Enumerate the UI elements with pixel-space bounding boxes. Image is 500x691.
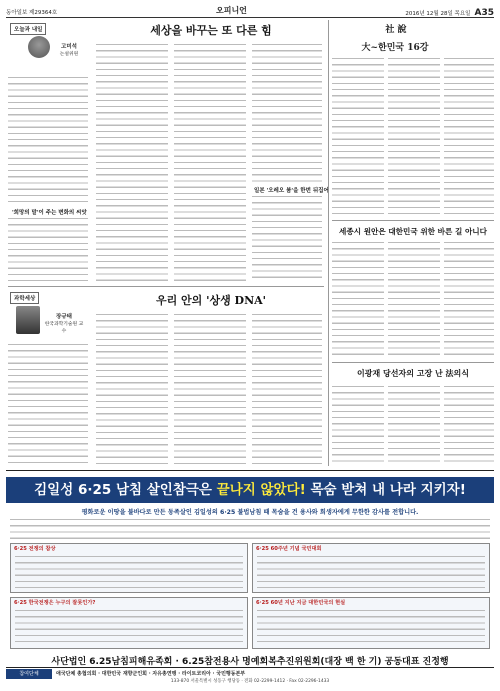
- editorial-title-3: 이광재 당선자의 고장 난 法의식: [357, 368, 469, 378]
- editorial1-text-b: [388, 56, 440, 216]
- column1-text-a: [8, 75, 88, 205]
- ad-participants-tag: 참여단체: [6, 669, 52, 679]
- column2-headline: 우리 안의 '상생 DNA': [155, 294, 267, 307]
- column2-text-b: [96, 312, 168, 464]
- editorial2-text-a: [332, 240, 384, 358]
- editorial2-text-c: [444, 240, 494, 358]
- editorial3-text-a: [332, 384, 384, 464]
- masthead-date: 2016년 12월 28일 목요일 A35: [405, 8, 494, 18]
- divider-editorial: [328, 20, 329, 466]
- column2-text-a: [8, 342, 88, 464]
- editorial-title-2: 세종시 원안은 대한민국 위한 바른 길 아니다: [339, 227, 487, 236]
- column1-subhead-2: 일본 '오레오 붐'을 한번 뒤집어: [254, 188, 329, 194]
- advertisement: [6, 470, 494, 685]
- column1-text-d: [174, 42, 246, 282]
- editorial3-text-b: [388, 384, 440, 464]
- author-photo-2: [16, 306, 40, 334]
- divider-editorial-3: [332, 362, 494, 363]
- editorial1-text-a: [332, 56, 384, 216]
- editorial1-text-c: [444, 56, 494, 216]
- editorial-title-1: 大~한민국 16강: [361, 43, 429, 53]
- editorial2-text-b: [388, 240, 440, 358]
- ad-box-1: 6·25 전쟁의 참상: [10, 543, 248, 593]
- editorial3-text-c: [444, 384, 494, 464]
- column1-text-f: [252, 194, 322, 282]
- ad-participant-groups: 애국단체 총협의회 · 대한민국 재향군인회 · 자유총연맹 · 라이트코리아 · 국민행동본부: [56, 671, 246, 677]
- ad-intro-text: [10, 517, 490, 539]
- author-byline-2: 장규태 한국과학기술원 교수: [44, 314, 84, 334]
- column1-subhead: '희망의 말'이 주는 변화의 씨앗: [12, 210, 87, 216]
- column1-headline: 세상을 바꾸는 또 다른 힘: [150, 24, 272, 37]
- masthead-section: 오피니언: [216, 6, 247, 15]
- divider-editorial-2: [332, 220, 494, 221]
- author-photo-1: [28, 36, 50, 58]
- editorial-kicker: 社 說: [385, 25, 407, 35]
- ad-box-4: 6·25 60년 지난 지금 대한민국의 현실: [252, 597, 490, 649]
- column-label-1: 오늘과 내일: [10, 23, 46, 35]
- column-label-2: 과학세상: [10, 292, 39, 304]
- ad-box-2: 6·25 60주년 기념 국민대회: [252, 543, 490, 593]
- masthead-paper: 동아일보 제29364호: [6, 10, 58, 16]
- column2-text-c: [174, 312, 246, 464]
- column2-text-d: [252, 312, 322, 464]
- ad-organization: 사단법인 6.25남침피해유족회 · 6.25참전용사 명예회복추진위원회(대장 백 한 기) 공동대표 진정행: [51, 657, 449, 667]
- column1-text-c: [96, 42, 168, 282]
- author-byline-1: 고미석 논설위원: [59, 44, 79, 57]
- column1-text-b: [8, 216, 88, 281]
- divider-columns: [8, 286, 324, 287]
- ad-headline: 김일성 6·25 남침 살인참극은 끝나지 않았다! 목숨 받쳐 내 나라 지키자!: [6, 477, 494, 503]
- column1-text-e: [252, 42, 322, 182]
- ad-box-3: 6·25 한국전쟁은 누구의 잘못인가?: [10, 597, 248, 649]
- ad-contact: 133-870 서울특별시 성동구 행당동 · 전화 02-2299-1412 · Fax 02-2296-1433: [170, 679, 330, 684]
- ad-subline: 평화로운 이땅을 불바다로 만든 동족살인 김일성의 6·25 불법남침 때 목숨을 건 용사와 희생자에게 무한한 감사를 전합니다.: [81, 509, 419, 516]
- masthead: [6, 4, 494, 18]
